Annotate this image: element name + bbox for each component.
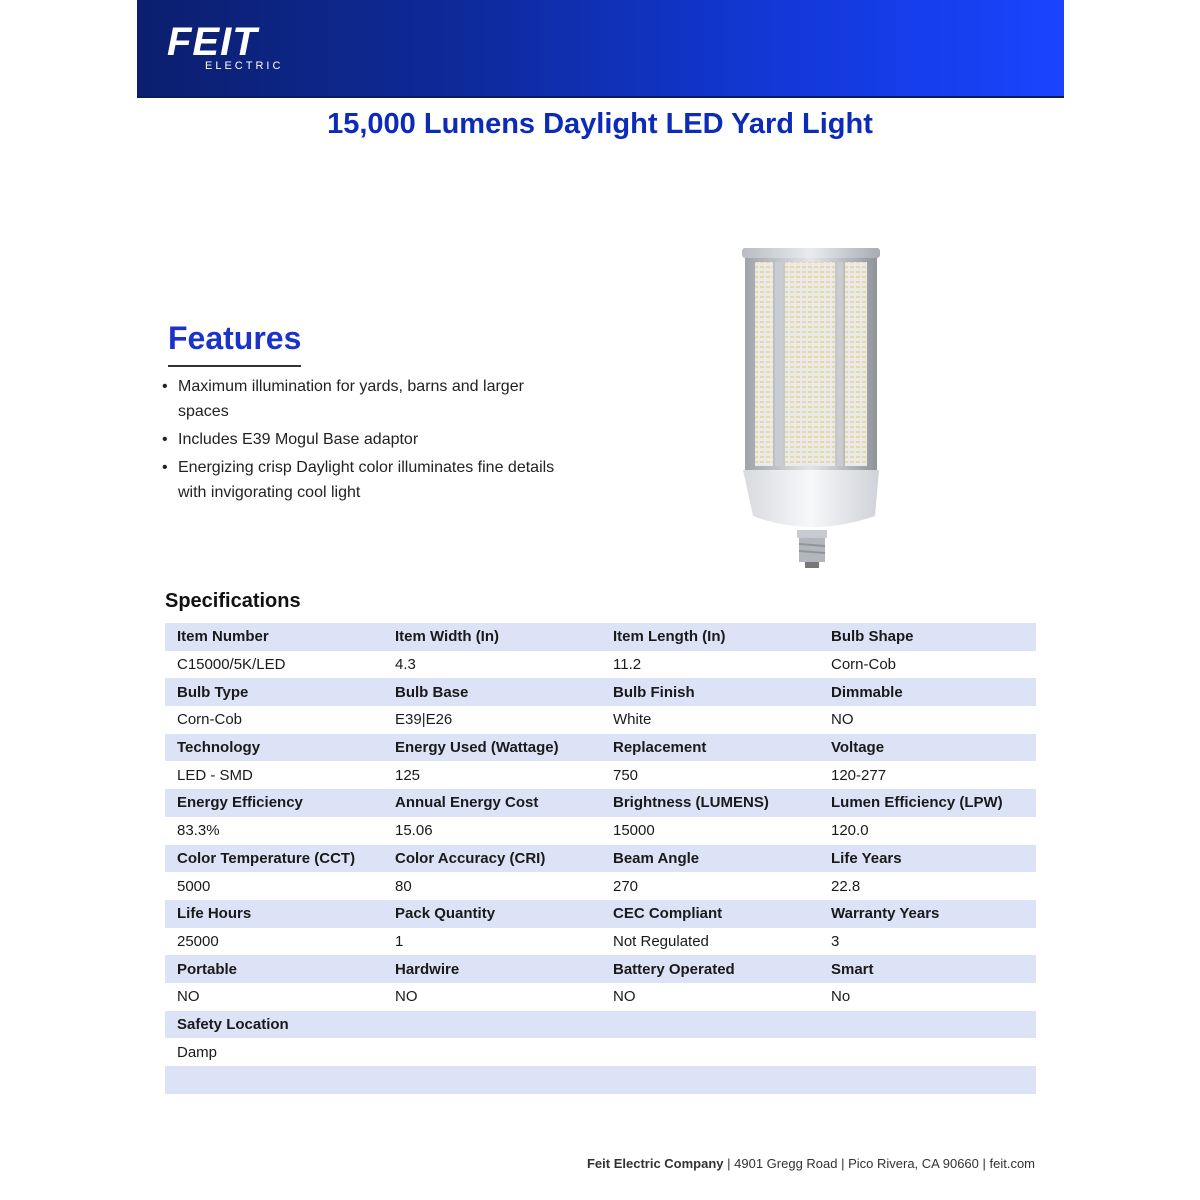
spec-label	[601, 1011, 819, 1039]
features-divider	[168, 365, 301, 367]
spec-label: Bulb Shape	[819, 623, 1036, 651]
spec-label: Bulb Finish	[601, 678, 819, 706]
logo-wordmark: FEIT	[167, 20, 258, 64]
spec-value: White	[601, 706, 819, 734]
feature-item	[162, 427, 562, 452]
spec-value-row	[165, 761, 1036, 789]
bullet-icon: •	[162, 378, 168, 395]
spec-label: Voltage	[819, 734, 1036, 762]
spec-value-row	[165, 706, 1036, 734]
spec-label: Color Accuracy (CRI)	[383, 845, 601, 873]
spec-label: Brightness (LUMENS)	[601, 789, 819, 817]
spec-value: NO	[383, 983, 601, 1011]
spec-value: 15.06	[383, 817, 601, 845]
spec-value-row	[165, 1038, 1036, 1066]
features-list	[162, 374, 562, 508]
spec-label: Bulb Type	[165, 678, 383, 706]
spec-label: Item Number	[165, 623, 383, 651]
spec-label: Item Length (In)	[601, 623, 819, 651]
spec-value-row	[165, 928, 1036, 956]
spec-label: Color Temperature (CCT)	[165, 845, 383, 873]
spec-label: Annual Energy Cost	[383, 789, 601, 817]
spec-value: E39|E26	[383, 706, 601, 734]
feature-text: Includes E39 Mogul Base adaptor	[178, 431, 419, 448]
logo-subtext: ELECTRIC	[205, 60, 284, 72]
footer-company: Feit Electric Company	[586, 1156, 724, 1171]
spec-label: Hardwire	[383, 955, 601, 983]
spec-value-row	[165, 651, 1036, 679]
spec-value: Damp	[165, 1038, 383, 1066]
bullet-icon: •	[162, 431, 168, 448]
specifications-table	[165, 623, 1036, 1094]
spec-value	[383, 1038, 601, 1066]
features-heading: Features	[168, 320, 302, 356]
spec-value: 120-277	[819, 761, 1036, 789]
spec-label: Dimmable	[819, 678, 1036, 706]
spec-value: No	[819, 983, 1036, 1011]
spec-label-row	[165, 955, 1036, 983]
spec-value: 11.2	[601, 651, 819, 679]
spec-value	[819, 1038, 1036, 1066]
spec-value: LED - SMD	[165, 761, 383, 789]
spec-empty-cell	[601, 1066, 819, 1094]
spec-value: 83.3%	[165, 817, 383, 845]
spec-label	[383, 1011, 601, 1039]
spec-label: Battery Operated	[601, 955, 819, 983]
spec-value: 3	[819, 928, 1036, 956]
spec-empty-cell	[383, 1066, 601, 1094]
spec-label: Life Hours	[165, 900, 383, 928]
bullet-icon: •	[162, 459, 168, 476]
spec-label-row	[165, 789, 1036, 817]
footer-website-link[interactable]: feit.com	[989, 1156, 1035, 1171]
page-title: 15,000 Lumens Daylight LED Yard Light	[327, 108, 873, 140]
spec-label-row	[165, 678, 1036, 706]
spec-label: Replacement	[601, 734, 819, 762]
spec-value: NO	[165, 983, 383, 1011]
spec-label: Item Width (In)	[383, 623, 601, 651]
spec-label: Technology	[165, 734, 383, 762]
spec-label: Energy Efficiency	[165, 789, 383, 817]
spec-empty-cell	[165, 1066, 383, 1094]
spec-label: Safety Location	[165, 1011, 383, 1039]
spec-value: Corn-Cob	[165, 706, 383, 734]
spec-value-row	[165, 872, 1036, 900]
spec-label-row	[165, 900, 1036, 928]
spec-value: 270	[601, 872, 819, 900]
spec-value: 22.8	[819, 872, 1036, 900]
spec-empty-cell	[819, 1066, 1036, 1094]
spec-label: Bulb Base	[383, 678, 601, 706]
spec-label: Smart	[819, 955, 1036, 983]
spec-value: 80	[383, 872, 601, 900]
spec-label: Life Years	[819, 845, 1036, 873]
spec-value: 4.3	[383, 651, 601, 679]
spec-value: 750	[601, 761, 819, 789]
spec-value-row	[165, 817, 1036, 845]
item-number-link[interactable]: C15000/5K/LED	[165, 651, 383, 679]
spec-label: CEC Compliant	[601, 900, 819, 928]
spec-value: 15000	[601, 817, 819, 845]
spec-label	[819, 1011, 1036, 1039]
specifications-heading: Specifications	[165, 590, 301, 612]
spec-empty-row	[165, 1066, 1036, 1094]
spec-label-row	[165, 623, 1036, 651]
spec-value: 1	[383, 928, 601, 956]
spec-value: NO	[819, 706, 1036, 734]
spec-value	[601, 1038, 819, 1066]
spec-value-row	[165, 983, 1036, 1011]
spec-label: Energy Used (Wattage)	[383, 734, 601, 762]
spec-value: Corn-Cob	[819, 651, 1036, 679]
spec-value: Not Regulated	[601, 928, 819, 956]
spec-value: 120.0	[819, 817, 1036, 845]
spec-value: 5000	[165, 872, 383, 900]
footer	[0, 1156, 1035, 1171]
footer-address: | 4901 Gregg Road | Pico Rivera, CA 90660 |	[723, 1156, 990, 1171]
feit-electric-logo[interactable]	[167, 20, 307, 74]
feature-item	[162, 374, 562, 424]
spec-label-row	[165, 845, 1036, 873]
spec-value: 25000	[165, 928, 383, 956]
spec-label: Warranty Years	[819, 900, 1036, 928]
spec-label: Pack Quantity	[383, 900, 601, 928]
feature-item	[162, 455, 562, 505]
product-image-bulb-icon	[735, 240, 895, 572]
spec-label-row	[165, 1011, 1036, 1039]
spec-label: Beam Angle	[601, 845, 819, 873]
spec-value: NO	[601, 983, 819, 1011]
spec-label-row	[165, 734, 1036, 762]
feature-text: Energizing crisp Daylight color illuminates fine details with invigorating cool light	[178, 459, 555, 501]
header-banner	[137, 0, 1064, 98]
spec-value: 125	[383, 761, 601, 789]
feature-text: Maximum illumination for yards, barns and larger spaces	[178, 378, 524, 420]
spec-label: Portable	[165, 955, 383, 983]
spec-label: Lumen Efficiency (LPW)	[819, 789, 1036, 817]
